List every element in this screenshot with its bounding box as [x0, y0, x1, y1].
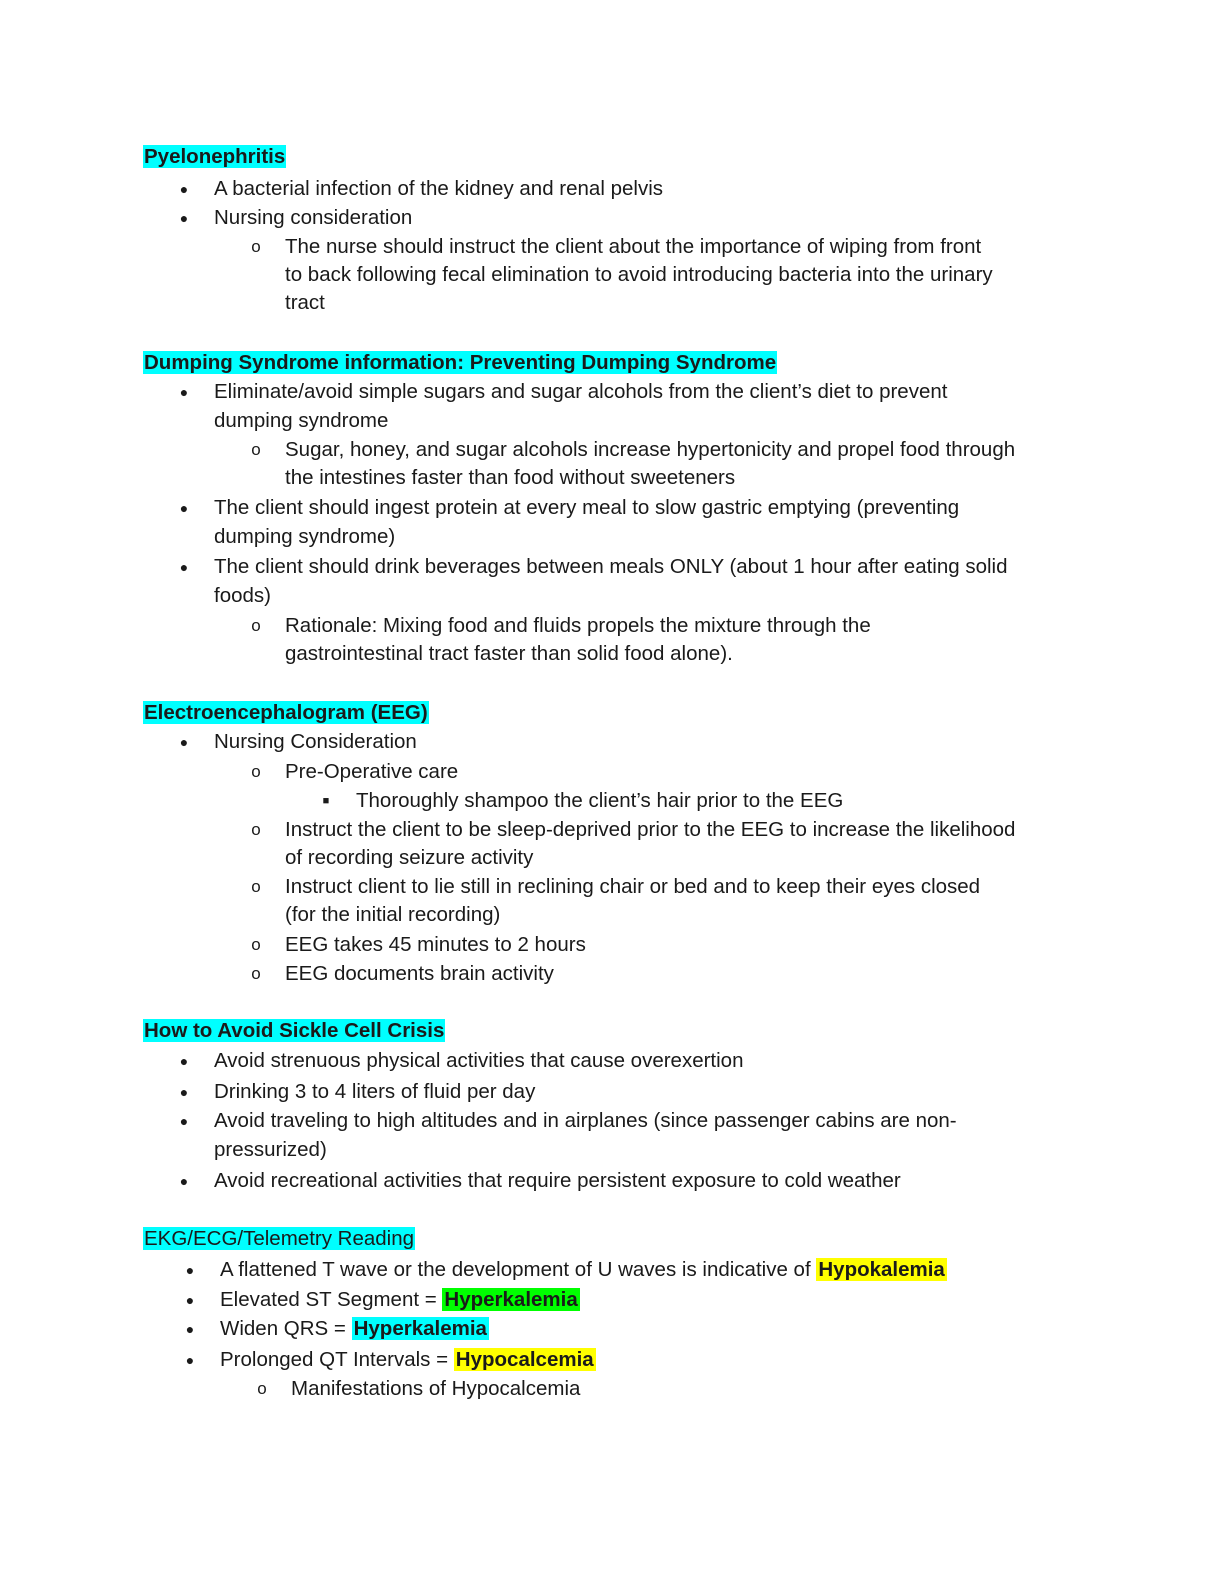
list-item-continuation: tract [285, 291, 325, 314]
list-item: Avoid traveling to high altitudes and in airplanes (since passenger cabins are non- [214, 1109, 957, 1132]
list-item: The nurse should instruct the client about the importance of wiping from front [285, 235, 982, 258]
bullet-circle-icon: o [251, 877, 261, 896]
list-item-continuation: (for the initial recording) [285, 903, 501, 926]
section-heading-dumping-syndrome: Dumping Syndrome information: Preventing Dumping Syndrome [144, 351, 777, 374]
section-heading-pyelonephritis: Pyelonephritis [144, 145, 286, 168]
bullet-dot-icon: ● [179, 734, 189, 750]
bullet-dot-icon: ● [179, 500, 189, 516]
list-item-continuation: to back following fecal elimination to avoid introducing bacteria into the urinary [285, 263, 993, 286]
list-item-continuation: foods) [214, 584, 271, 607]
bullet-circle-icon: o [257, 1379, 267, 1398]
hypocalcemia-highlight: Hypocalcemia [455, 1348, 594, 1371]
list-item: Manifestations of Hypocalcemia [291, 1377, 581, 1400]
bullet-dot-icon: ● [185, 1352, 195, 1368]
bullet-dot-icon: ● [185, 1262, 195, 1278]
list-item: Rationale: Mixing food and fluids propels the mixture through the [285, 614, 871, 637]
bullet-circle-icon: o [251, 440, 261, 459]
list-item-continuation: pressurized) [214, 1138, 327, 1161]
list-item: Nursing consideration [214, 206, 413, 229]
list-item-continuation: the intestines faster than food without sweeteners [285, 466, 736, 489]
bullet-circle-icon: o [251, 237, 261, 256]
list-item: Widen QRS = Hyperkalemia [220, 1317, 487, 1340]
list-item: Thoroughly shampoo the client’s hair prior to the EEG [356, 789, 844, 812]
list-item: EEG takes 45 minutes to 2 hours [285, 933, 586, 956]
bullet-dot-icon: ● [185, 1292, 195, 1308]
hypokalemia-highlight: Hypokalemia [818, 1258, 945, 1281]
list-item: Sugar, honey, and sugar alcohols increase hypertonicity and propel food through [285, 438, 1016, 461]
list-item: Drinking 3 to 4 liters of fluid per day [214, 1080, 536, 1103]
list-item: A flattened T wave or the development of U waves is indicative of Hypokalemia [220, 1258, 945, 1281]
bullet-dot-icon: ● [179, 1113, 189, 1129]
hyperkalemia-highlight: Hyperkalemia [444, 1288, 578, 1311]
list-item-continuation: of recording seizure activity [285, 846, 534, 869]
bullet-dot-icon: ● [185, 1321, 195, 1337]
list-item: Elevated ST Segment = Hyperkalemia [220, 1288, 578, 1311]
bullet-dot-icon: ● [179, 181, 189, 197]
section-heading-eeg: Electroencephalogram (EEG) [144, 701, 428, 724]
bullet-circle-icon: o [251, 820, 261, 839]
list-item-continuation: dumping syndrome [214, 409, 389, 432]
bullet-dot-icon: ● [179, 1084, 189, 1100]
bullet-circle-icon: o [251, 935, 261, 954]
bullet-dot-icon: ● [179, 1053, 189, 1069]
list-item: The client should drink beverages between meals ONLY (about 1 hour after eating solid [214, 555, 1008, 578]
list-item: The client should ingest protein at every meal to slow gastric emptying (preventing [214, 496, 960, 519]
list-item: Avoid recreational activities that require persistent exposure to cold weather [214, 1169, 901, 1192]
bullet-dot-icon: ● [179, 1173, 189, 1189]
bullet-dot-icon: ● [179, 559, 189, 575]
list-item: Instruct client to lie still in reclining chair or bed and to keep their eyes closed [285, 875, 981, 898]
bullet-circle-icon: o [251, 964, 261, 983]
list-item: EEG documents brain activity [285, 962, 554, 985]
bullet-dot-icon: ● [179, 210, 189, 226]
list-item: Pre-Operative care [285, 760, 459, 783]
list-item: Instruct the client to be sleep-deprived prior to the EEG to increase the likelihood [285, 818, 1016, 841]
list-item: Eliminate/avoid simple sugars and sugar alcohols from the client’s diet to prevent [214, 380, 948, 403]
section-heading-sickle-cell: How to Avoid Sickle Cell Crisis [144, 1019, 445, 1042]
list-item-continuation: dumping syndrome) [214, 525, 396, 548]
hyperkalemia-highlight: Hyperkalemia [353, 1317, 487, 1340]
bullet-square-icon: ■ [322, 795, 330, 807]
list-item: Avoid strenuous physical activities that cause overexertion [214, 1049, 744, 1072]
list-item: Prolonged QT Intervals = Hypocalcemia [220, 1348, 594, 1371]
list-item: A bacterial infection of the kidney and renal pelvis [214, 177, 663, 200]
section-heading-ekg: EKG/ECG/Telemetry Reading [144, 1227, 415, 1250]
bullet-dot-icon: ● [179, 384, 189, 400]
list-item: Nursing Consideration [214, 730, 417, 753]
bullet-circle-icon: o [251, 616, 261, 635]
list-item-continuation: gastrointestinal tract faster than solid food alone). [285, 642, 733, 665]
bullet-circle-icon: o [251, 762, 261, 781]
